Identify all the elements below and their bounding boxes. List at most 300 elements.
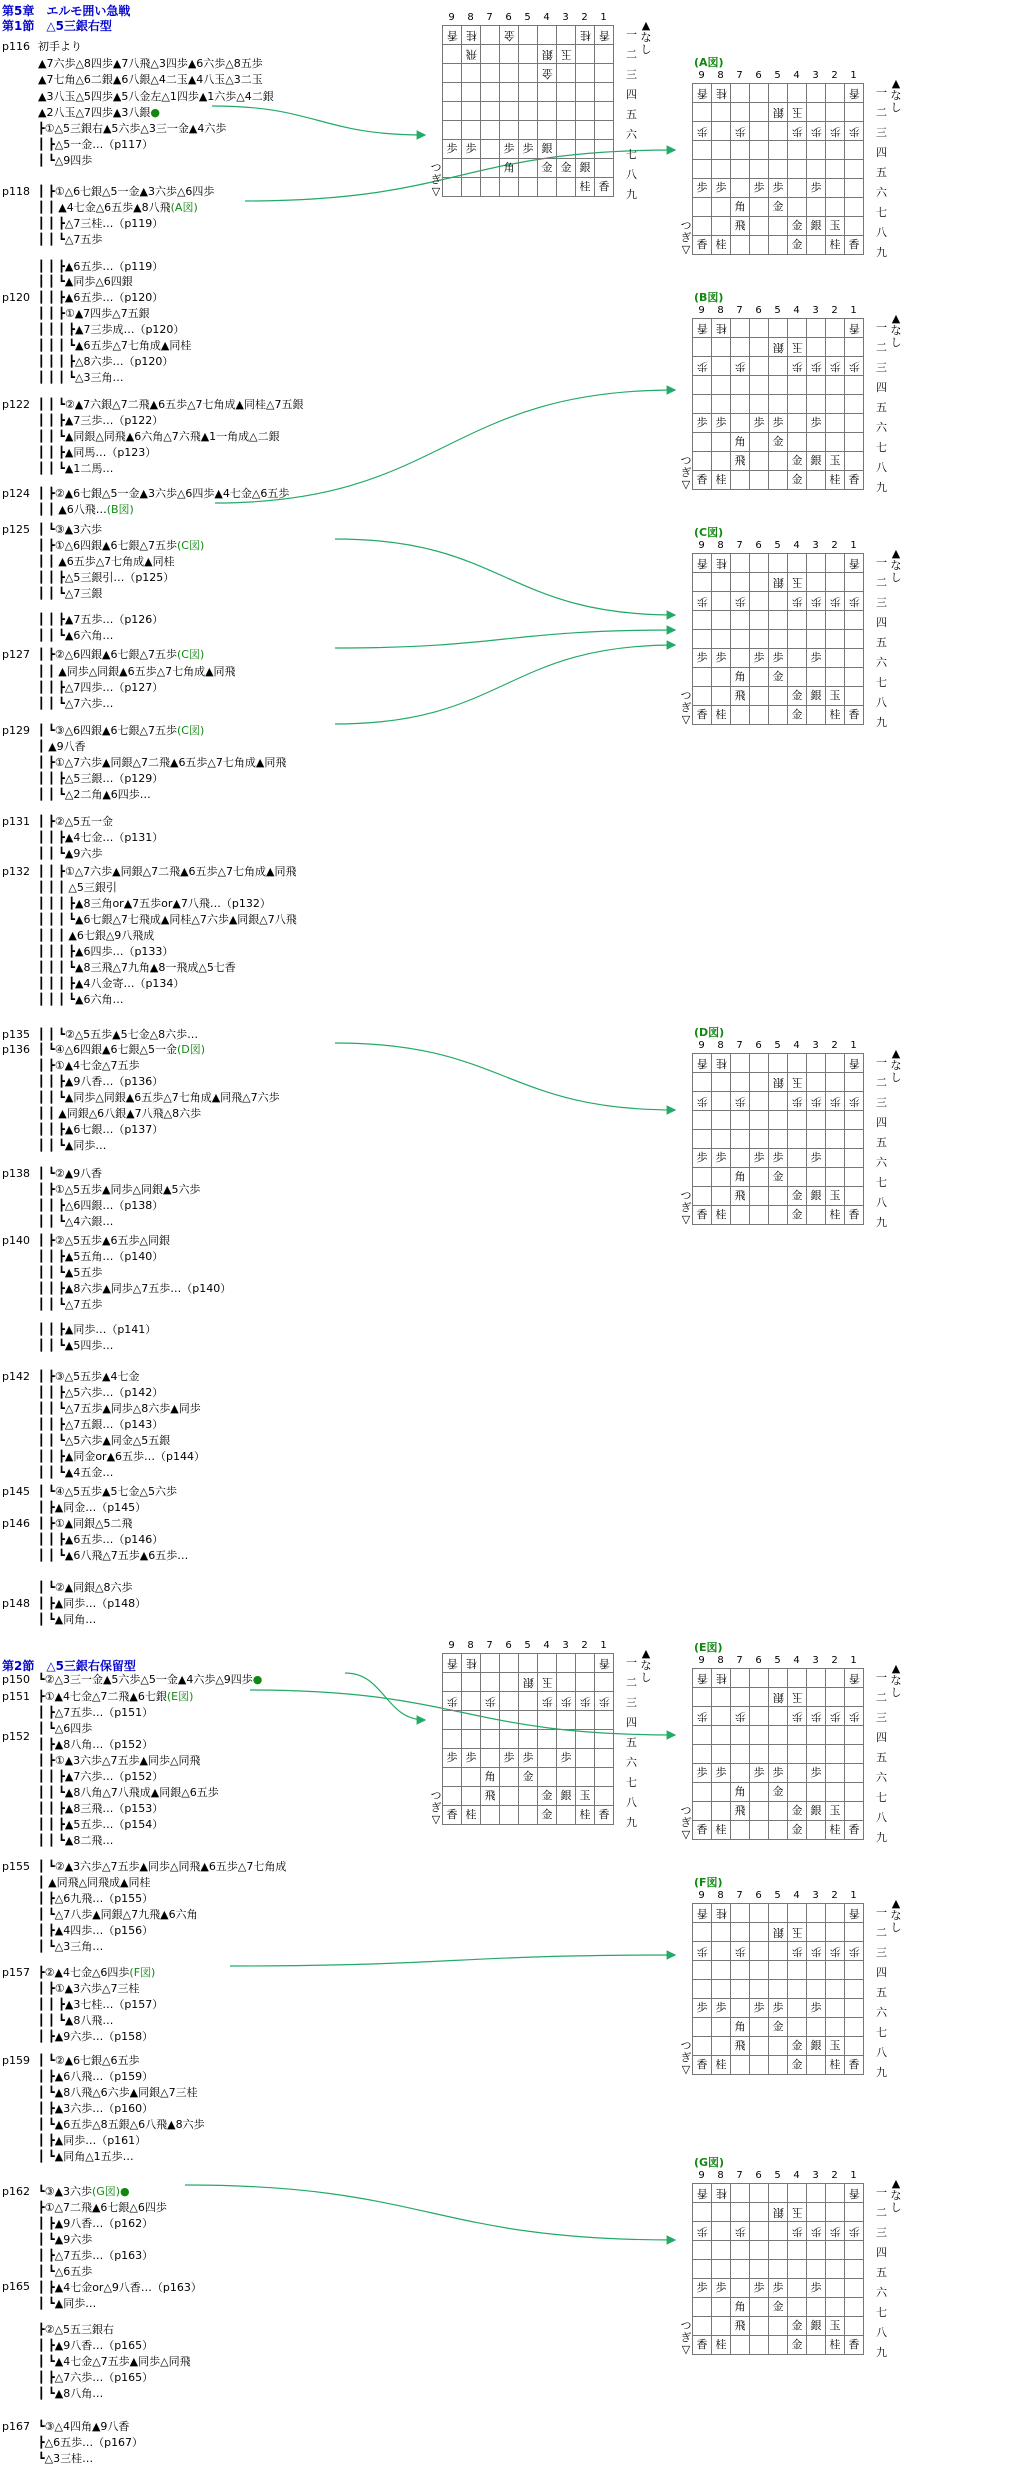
row-number: 八: [876, 461, 887, 474]
board-cell: 歩: [693, 179, 712, 198]
board-cell: [788, 1961, 807, 1980]
move-text: ┃ ┃ ┗▲同歩△同銀▲6五歩△7七角成▲同飛△7六歩: [38, 1091, 280, 1104]
page-ref: p120: [2, 291, 30, 304]
row-number: 四: [876, 1966, 887, 1979]
move-text: ┃ ┃ ┗▲4五金…: [38, 1466, 114, 1479]
row-number: 七: [876, 676, 887, 689]
diagram-ref: (D図): [176, 1043, 206, 1056]
board-cell: [769, 217, 788, 236]
board-cell: [788, 141, 807, 160]
board-cell: 玉: [826, 687, 845, 706]
column-number: 3: [562, 1640, 569, 1651]
board-cell: [538, 1730, 557, 1749]
column-number: 6: [755, 2170, 762, 2181]
move-text: 初手より: [38, 40, 82, 53]
board-cell: [826, 1054, 845, 1073]
column-numbers: [442, 1640, 613, 1651]
hand-char: ▽: [681, 243, 691, 256]
row-number: 一: [876, 321, 887, 334]
board-cell: 桂: [712, 1904, 731, 1923]
board-cell: [519, 1711, 538, 1730]
hand-char: つ: [430, 161, 442, 174]
move-text: ┃ ┃ ┗△2二角▲6四歩…: [38, 788, 151, 801]
move-text: ┃ ┗▲同角…: [38, 1613, 97, 1626]
column-number: 2: [831, 70, 838, 81]
board-cell: 香: [845, 1669, 864, 1688]
board-cell: [693, 2298, 712, 2317]
board-cell: [731, 2336, 750, 2355]
board-cell: [750, 2260, 769, 2279]
board-cell: [788, 1149, 807, 1168]
sente-hand: [680, 455, 692, 491]
board-cell: [576, 1711, 595, 1730]
board-cell: [557, 1730, 576, 1749]
column-number: 8: [717, 1040, 724, 1051]
hand-char: つ: [680, 2039, 692, 2052]
board-cell: 金: [500, 26, 519, 45]
board-cell: [712, 1092, 731, 1111]
board-cell: [826, 630, 845, 649]
board-cell: [807, 376, 826, 395]
column-numbers: [442, 12, 613, 23]
board-grid: [692, 83, 864, 255]
board-cell: [788, 376, 807, 395]
board-cell: [769, 611, 788, 630]
board-cell: [538, 178, 557, 197]
board-cell: 金: [788, 236, 807, 255]
hand-char: し: [890, 571, 902, 584]
board-cell: 香: [845, 1821, 864, 1840]
board-cell: [807, 573, 826, 592]
board-cell: [750, 2184, 769, 2203]
board-cell: [807, 1904, 826, 1923]
board-cell: [712, 1073, 731, 1092]
board-cell: [769, 471, 788, 490]
board-cell: [788, 1669, 807, 1688]
move-text: ┃ ┃ ┗△4六銀…: [38, 1215, 114, 1228]
row-number: 七: [626, 1776, 637, 1789]
board-cell: [788, 2184, 807, 2203]
board-cell: [557, 102, 576, 121]
hand-char: ▲: [891, 547, 901, 560]
move-text: ┃ ┗②▲同銀△8六歩: [38, 1581, 133, 1594]
move-text: ┃ ┃ ┣▲同金or▲6五歩…（p144）: [38, 1450, 206, 1463]
move-text: ┃ ┃ ┣①△7六歩▲同銀△7二飛▲6五歩△7七角成▲同飛: [38, 865, 297, 878]
board-cell: [731, 471, 750, 490]
page-ref: p167: [2, 2420, 30, 2433]
column-number: 3: [812, 70, 819, 81]
page-ref: p132: [2, 865, 30, 878]
board-cell: 銀: [769, 103, 788, 122]
move-text: ┃ ┗▲8八飛△6六歩▲同銀△7三桂: [38, 2086, 198, 2099]
move-text: ┃ ┃ ┗▲8二飛…: [38, 1834, 114, 1847]
column-number: 3: [812, 1655, 819, 1666]
row-number: 二: [876, 106, 887, 119]
board-cell: 銀: [769, 573, 788, 592]
board-cell: [750, 1111, 769, 1130]
move-text: ┃ ┗▲9六歩: [38, 2233, 93, 2246]
move-text: ┃ ┗△6四歩: [38, 1722, 93, 1735]
board-cell: 歩: [769, 179, 788, 198]
hand-char: な: [640, 1659, 652, 1672]
column-number: 9: [698, 2170, 705, 2181]
board-cell: [576, 1768, 595, 1787]
board-cell: [750, 160, 769, 179]
board-cell: 角: [731, 198, 750, 217]
row-number: 九: [876, 2346, 887, 2359]
board-cell: 金: [788, 2317, 807, 2336]
board-cell: [769, 1961, 788, 1980]
board-cell: [712, 1783, 731, 1802]
board-cell: [712, 141, 731, 160]
board-cell: [750, 554, 769, 573]
board-cell: [788, 1054, 807, 1073]
diagram-arrow: [335, 630, 675, 648]
board-cell: [731, 1688, 750, 1707]
gote-hand: [890, 313, 902, 349]
board-cell: 飛: [731, 687, 750, 706]
move-text: ┃ ┃ ┣▲7三歩…（p122）: [38, 414, 164, 427]
board-cell: [731, 1149, 750, 1168]
hand-char: ▽: [681, 713, 691, 726]
board-cell: [750, 84, 769, 103]
row-number: 六: [876, 2006, 887, 2019]
column-number: 4: [793, 2170, 800, 2181]
board-cell: [769, 2260, 788, 2279]
board-cell: 歩: [750, 179, 769, 198]
board-cell: 歩: [750, 2279, 769, 2298]
board-cell: 桂: [712, 2336, 731, 2355]
board-cell: [538, 1749, 557, 1768]
column-number: 1: [850, 70, 857, 81]
board-cell: [750, 1904, 769, 1923]
board-cell: [845, 2037, 864, 2056]
hand-char: ▽: [681, 2063, 691, 2076]
move-text: ┃ ┗②▲6七銀△6五歩: [38, 2054, 140, 2067]
board-cell: [807, 1206, 826, 1225]
board-cell: [750, 2336, 769, 2355]
board-cell: 銀: [769, 1923, 788, 1942]
board-cell: 歩: [845, 1092, 864, 1111]
board-cell: 金: [538, 1787, 557, 1806]
move-text: ┃ ┃ ┃ ┗▲6五歩△7七角成▲同桂: [38, 339, 192, 352]
board-cell: [462, 178, 481, 197]
board-cell: [712, 1802, 731, 1821]
board-cell: [693, 668, 712, 687]
board-cell: [576, 102, 595, 121]
board-cell: 歩: [826, 1707, 845, 1726]
hand-char: ▲: [891, 2177, 901, 2190]
move-text: ┃ ┃ ┗▲1二馬…: [38, 462, 114, 475]
board-cell: [826, 103, 845, 122]
board-cell: [712, 1130, 731, 1149]
diagram-ref: (C図): [176, 724, 205, 737]
board-cell: [693, 1688, 712, 1707]
board-cell: [750, 338, 769, 357]
move-text: ┃ ┣①△6四銀▲6七銀△7五歩: [38, 539, 177, 552]
board-cell: [788, 2279, 807, 2298]
board-cell: [576, 83, 595, 102]
move-text: ┃ ┃ ┣△7三桂…（p119）: [38, 217, 164, 230]
board-cell: [750, 1130, 769, 1149]
column-number: 4: [793, 1040, 800, 1051]
board-cell: [731, 1130, 750, 1149]
page-ref: p165: [2, 2280, 30, 2293]
board-cell: [788, 433, 807, 452]
column-number: 4: [793, 70, 800, 81]
board-cell: 歩: [826, 122, 845, 141]
move-text: ┣②△5五三銀右: [38, 2323, 114, 2336]
board-cell: [788, 1111, 807, 1130]
board-cell: 歩: [712, 1764, 731, 1783]
column-numbers: [692, 1655, 863, 1666]
row-numbers: [876, 2183, 887, 2363]
board-cell: [845, 103, 864, 122]
board-cell: [845, 2298, 864, 2317]
board-cell: 金: [769, 1783, 788, 1802]
board-cell: [481, 1711, 500, 1730]
move-text: ┃ ┣①△7六歩▲同銀△7二飛▲6五歩△7七角成▲同飛: [38, 756, 287, 769]
board-cell: 歩: [712, 1999, 731, 2018]
board-cell: [788, 1764, 807, 1783]
board-cell: [693, 630, 712, 649]
board-cell: 角: [731, 1168, 750, 1187]
board-cell: [807, 1783, 826, 1802]
hand-char: ▲: [891, 312, 901, 325]
board-cell: 金: [769, 433, 788, 452]
board-cell: 香: [693, 554, 712, 573]
move-text: ┣②▲4七金△6四歩: [38, 1966, 130, 1979]
hand-char: ▽: [681, 2343, 691, 2356]
board-cell: [712, 1980, 731, 1999]
board-cell: [750, 1669, 769, 1688]
board-cell: [845, 2203, 864, 2222]
board-cell: 金: [788, 2336, 807, 2355]
move-text: ┃ ┃ ┣▲7五歩…（p126）: [38, 613, 164, 626]
column-number: 5: [524, 12, 531, 23]
board-cell: [750, 103, 769, 122]
board-cell: [750, 236, 769, 255]
move-text: ┃ ┣②△6四銀▲6七銀△7五歩: [38, 648, 177, 661]
board-cell: [731, 1821, 750, 1840]
board-cell: [826, 319, 845, 338]
column-number: 2: [831, 305, 838, 316]
board-cell: [826, 2260, 845, 2279]
move-text: ┃ ┣▲同歩…（p161）: [38, 2134, 147, 2147]
board-cell: 歩: [807, 1149, 826, 1168]
board-cell: [712, 2298, 731, 2317]
row-number: 一: [626, 1656, 637, 1669]
board-cell: [731, 573, 750, 592]
move-text: ┃ ┃ ┗▲6八飛△7五歩▲6五歩…: [38, 1549, 189, 1562]
board-cell: 桂: [712, 1821, 731, 1840]
board-cell: [731, 84, 750, 103]
board-cell: [693, 2018, 712, 2037]
board-cell: [769, 2056, 788, 2075]
board-cell: [845, 1923, 864, 1942]
column-number: 8: [717, 540, 724, 551]
board-cell: 桂: [462, 26, 481, 45]
board-cell: 歩: [807, 1092, 826, 1111]
board-cell: [845, 1073, 864, 1092]
row-number: 二: [876, 1076, 887, 1089]
row-number: 七: [876, 2306, 887, 2319]
page-ref: p127: [2, 648, 30, 661]
board-cell: [807, 1980, 826, 1999]
board-cell: 角: [500, 159, 519, 178]
board-cell: [750, 2018, 769, 2037]
board-cell: 香: [693, 1669, 712, 1688]
board-cell: 銀: [769, 338, 788, 357]
hand-char: ▲: [641, 1647, 651, 1660]
board-cell: [845, 2241, 864, 2260]
board-cell: [807, 395, 826, 414]
move-text: ┃ ┃ ┃ ┣▲6四歩…（p133）: [38, 945, 174, 958]
board-cell: [845, 573, 864, 592]
hand-char: ▲: [891, 1897, 901, 1910]
move-text: ┃ ┃ ┗△5六歩▲同金△5五銀: [38, 1434, 171, 1447]
board-cell: 銀: [769, 2203, 788, 2222]
move-text: ┃ ┃ ┃ ┗△3三角…: [38, 371, 124, 384]
board-cell: 玉: [576, 1787, 595, 1806]
board-cell: [826, 1149, 845, 1168]
board-cell: 歩: [807, 1942, 826, 1961]
board-cell: 金: [538, 64, 557, 83]
board-cell: [712, 1923, 731, 1942]
move-text: ┃ ┃ ┃ ┗▲6六角…: [38, 993, 124, 1006]
board-cell: 角: [481, 1768, 500, 1787]
board-cell: [750, 319, 769, 338]
board-cell: 飛: [481, 1787, 500, 1806]
board-cell: [712, 395, 731, 414]
column-number: 4: [543, 12, 550, 23]
board-cell: [769, 357, 788, 376]
page-ref: p157: [2, 1966, 30, 1979]
board-cell: [769, 395, 788, 414]
board-cell: 桂: [712, 1669, 731, 1688]
board-cell: [595, 1768, 614, 1787]
board-cell: [519, 45, 538, 64]
board-cell: [750, 611, 769, 630]
row-number: 四: [876, 146, 887, 159]
row-number: 五: [876, 1136, 887, 1149]
row-number: 五: [876, 1751, 887, 1764]
board-cell: [845, 141, 864, 160]
board-cell: [731, 236, 750, 255]
board-cell: [845, 179, 864, 198]
row-number: 一: [876, 86, 887, 99]
hand-char: ぎ: [430, 173, 442, 186]
column-number: 3: [812, 1890, 819, 1901]
hand-char: つ: [680, 219, 692, 232]
board-cell: [693, 103, 712, 122]
move-text: ┃ ┃ ┣▲8三飛…（p153）: [38, 1802, 164, 1815]
board-cell: 飛: [731, 2317, 750, 2336]
gote-hand: [890, 1048, 902, 1084]
board-cell: 歩: [807, 357, 826, 376]
move-text: ┃ ┃ ┗▲同銀△同飛▲6六角△7六飛▲1一角成△二銀: [38, 430, 280, 443]
diagram-arrow: [215, 390, 675, 503]
board-cell: [693, 2203, 712, 2222]
board-cell: 歩: [826, 1092, 845, 1111]
board-cell: [845, 1999, 864, 2018]
board-cell: [826, 573, 845, 592]
board-cell: [788, 2298, 807, 2317]
move-text: ┃ ┃ ┗▲同歩…: [38, 1139, 107, 1152]
gote-hand: [890, 2178, 902, 2214]
diagram-ref: (G図)●: [91, 2185, 130, 2198]
column-number: 7: [486, 1640, 493, 1651]
board-cell: [731, 103, 750, 122]
board-cell: [731, 1980, 750, 1999]
board-cell: [731, 630, 750, 649]
diagram-arrow: [185, 2185, 675, 2240]
board-cell: 桂: [712, 706, 731, 725]
board-cell: [519, 159, 538, 178]
row-number: 三: [876, 2226, 887, 2239]
board-cell: 歩: [693, 414, 712, 433]
hand-char: ▽: [681, 1828, 691, 1841]
board-cell: [750, 1802, 769, 1821]
column-number: 1: [850, 1040, 857, 1051]
board-cell: [712, 1707, 731, 1726]
move-text: ┃ ┣①▲4七金△7五歩: [38, 1059, 140, 1072]
board-cell: [788, 2260, 807, 2279]
board-cell: [826, 414, 845, 433]
board-cell: [769, 1980, 788, 1999]
board-cell: 歩: [807, 592, 826, 611]
board-cell: 歩: [731, 1942, 750, 1961]
board-cell: [481, 140, 500, 159]
hand-char: ▲: [891, 77, 901, 90]
board-cell: 歩: [731, 2222, 750, 2241]
board-cell: [826, 179, 845, 198]
diagram-arrow: [212, 106, 425, 135]
row-number: 八: [876, 696, 887, 709]
move-text: ┃ ┣▲6八飛…（p159）: [38, 2070, 154, 2083]
gote-hand: [890, 1663, 902, 1699]
board-cell: [693, 573, 712, 592]
board-cell: 歩: [807, 122, 826, 141]
move-text: ┃ ┣②△5五歩▲6五歩△同銀: [38, 1234, 170, 1247]
board-cell: [443, 121, 462, 140]
board-cell: [845, 1187, 864, 1206]
board-cell: [807, 84, 826, 103]
board-cell: 歩: [693, 592, 712, 611]
board-cell: [443, 1711, 462, 1730]
board-cell: [845, 1745, 864, 1764]
board-cell: [807, 1054, 826, 1073]
row-number: 六: [876, 1771, 887, 1784]
board-cell: [788, 649, 807, 668]
move-text: ┣①▲4七金△7二飛▲6七銀: [38, 1690, 167, 1703]
board-cell: 歩: [826, 592, 845, 611]
board-cell: [712, 2018, 731, 2037]
move-text: ┃ ┃ ┣▲8六歩▲同歩△7五歩…（p140）: [38, 1282, 232, 1295]
board-cell: 角: [731, 433, 750, 452]
move-text: ┃ ┃ ┣▲6五歩…（p120）: [38, 291, 164, 304]
page-ref: p124: [2, 487, 30, 500]
board-cell: [807, 2241, 826, 2260]
column-number: 9: [698, 1890, 705, 1901]
page-ref: p140: [2, 1234, 30, 1247]
board-cell: [519, 102, 538, 121]
board-cell: 香: [693, 2184, 712, 2203]
move-text: ┃ ┃ ┃ ┣▲8三角or▲7五歩or▲7八飛…（p132）: [38, 897, 271, 910]
move-text: ┃ ▲同飛△同飛成▲同桂: [38, 1876, 151, 1889]
page-ref: p148: [2, 1597, 30, 1610]
move-text: ┃ ┣▲9六歩…（p158）: [38, 2030, 154, 2043]
